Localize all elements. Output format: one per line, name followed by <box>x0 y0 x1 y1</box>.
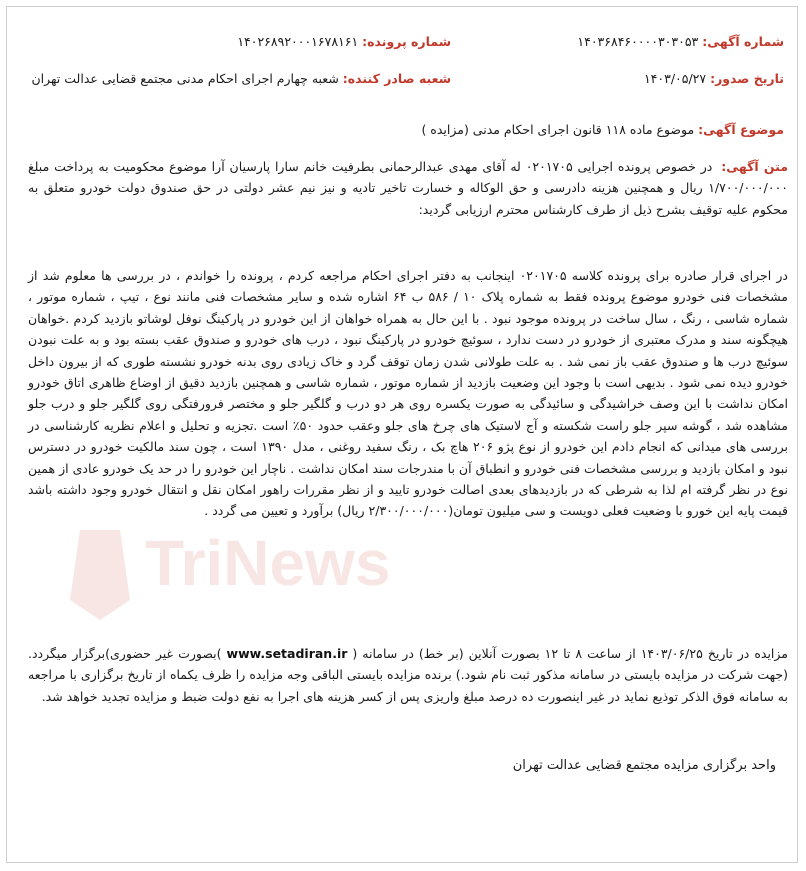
notice-number-label: شماره آگهی: <box>702 34 784 49</box>
auction-info <box>28 643 788 707</box>
issuer: شعبه چهارم اجرای احکام مدنی مجتمع قضایی عدالت تهران <box>31 71 339 86</box>
auction-text-2: )بصورت غیر حضوری)برگزار میگردد. (جهت شرکت در مزایده بایستی در سامانه مذکور ثبت نام شود.) برنده مزایده بایستی الباقی وجه مزایده را ظرف یکماه از تاریخ برگزاری با مراجعه به سامانه فوق الذکر توذیع نماید در غیر اینصورت ده درصد مبلغ واریزی پس از کسر هزینه های اجرا به نفع دولت ضبط و مزایده تجدید خواهد شد. <box>28 646 788 704</box>
signature: واحد برگزاری مزایده مجتمع قضایی عدالت تهران <box>512 758 776 773</box>
body-intro-text: در خصوص پرونده اجرایی ۰۲۰۱۷۰۵ له آقای مهدی عبدالرحمانی بطرفیت خانم سارا پارسیان آرا موضوع محکومیت به پرداخت مبلغ ۱/۷۰۰/۰۰۰/۰۰۰ ریال و همچنین هزینه دادرسی و حق الوکاله و خسارت تاخیر تادیه و نیز نیم عشر دولتی در حق صندوق دولت خودرو متعلق به محکوم علیه توقیف بشرح ذیل از طرف کارشناس محترم ارزیابی گردید: <box>28 159 788 217</box>
issuer-row <box>32 70 452 88</box>
case-number: ۱۴۰۲۶۸۹۲۰۰۰۱۶۷۸۱۶۱ <box>237 34 359 49</box>
issue-date-row <box>644 70 784 88</box>
notice-number: ۱۴۰۳۶۸۴۶۰۰۰۰۳۰۳۰۵۳ <box>577 34 699 49</box>
body-intro <box>28 156 788 220</box>
issuer-label: شعبه صادر کننده: <box>342 71 451 86</box>
subject-row <box>421 121 784 139</box>
auction-url-link[interactable]: www.setadiran.ir <box>226 646 348 661</box>
issue-date: ۱۴۰۳/۰۵/۲۷ <box>643 71 707 86</box>
issue-date-label: تاریخ صدور: <box>710 71 784 86</box>
case-number-row <box>237 33 451 51</box>
notice-number-row <box>577 33 784 51</box>
auction-text-1: مزایده در تاریخ ۱۴۰۳/۰۶/۲۵ از ساعت ۸ تا ۱۲ بصورت آنلاین (بر خط) در سامانه ( <box>352 646 788 661</box>
watermark-text: TriNews <box>145 527 391 599</box>
subject-label: موضوع آگهی: <box>698 122 784 137</box>
body-label: متن آگهی: <box>721 159 788 174</box>
subject-text: موضوع ماده ۱۱۸ قانون اجرای احکام مدنی (مزایده ) <box>421 122 695 137</box>
expert-report: در اجرای قرار صادره برای پرونده کلاسه ۰۲۰۱۷۰۵ اینجانب به دفتر اجرای احکام مراجعه کردم ، پرونده را خواندم ، در بررسی ها معلوم شد از مشخصات فنی خودرو موضوع پرونده فقط به شماره پلاک ۱۰ / ۵۸۶ ب ۶۴ اشاره شده و سایر مشخصات فنی مانند نوع ، تیپ ، شماره موتور ، شماره شاسی ، رنگ ، سال ساخت در پرونده موجود نبود . با این حال به همراه خواهان از این خودرو در پارکینگ نوفل لوشاتو بازدید کردم .خواهان هیچگونه سند و مدرک معتبری از خودرو در دست ندارد ، سوئیچ خودرو در پارکینگ نبود ، درب های خودرو و صندوق عقب بسته بود و به علت نبودن سوئیچ درب ها و صندوق عقب باز نمی شد . به علت طولانی شدن زمان توقف گرد و خاک زیادی روی بدنه خودرو نشسته طوری که از بیرون داخل خودرو دیده نمی شود . بدیهی است با وجود این وضعیت بازدید از شماره موتور ، شماره شاسی و همچنین بازدید دقیق از اوضاع ظاهری اتاق خودرو امکان نداشت با این وصف خراشیدگی و سائیدگی به صورت یکسره روی هر دو درب و گلگیر جلو و مختصر فرورفتگی روی گلگیر جلو و درب جلو مشاهده شد ، گوشه سپر جلو راست شکسته و آج لاستیک های چرخ های جلو وعقب حدود ۵۰٪ است .تجزیه و تحلیل و اعلام نظریه کارشناسی در بررسی های میدانی که انجام دادم این خودرو از نوع پژو ۲۰۶ هاچ بک ، رنگ سفید روغنی ، مدل ۱۳۹۰ است ، چون سند مالکیت خودرو در دسترس نبود و امکان بازدید و بررسی مشخصات فنی خودرو و انطباق آن با مندرجات سند امکان نداشت . ناچار این خودرو را در حد یک خودرو عادی از همین نوع در نظر گرفته ام لذا به شرطی که در بازدیدهای بعدی اصالت خودرو تایید و از نظر مقررات راهور امکان نقل و انتقال خودرو وجود داشته باشد قیمت پایه این خورو با وضعیت فعلی دویست و سی میلیون تومان(۲/۳۰۰/۰۰۰/۰۰۰ ریال) برآورد و تعیین می گردد . <box>28 268 788 519</box>
case-number-label: شماره پرونده: <box>362 34 451 49</box>
